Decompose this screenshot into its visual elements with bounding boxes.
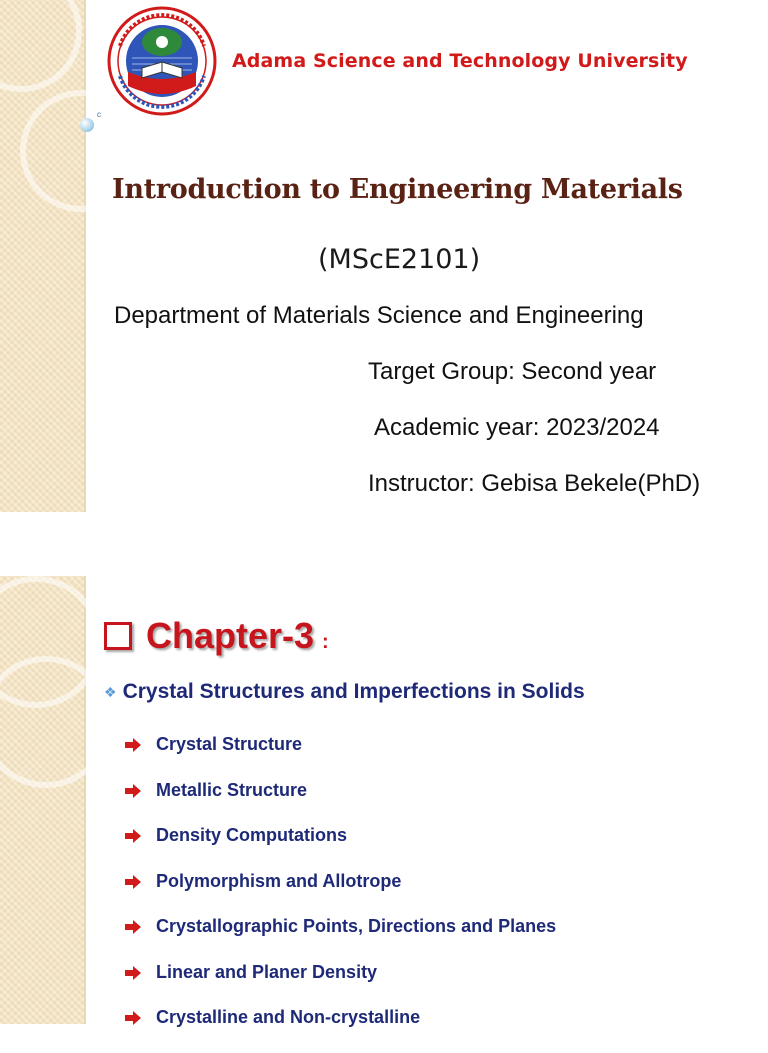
list-item (124, 962, 556, 1008)
list-item-label: Metallic Structure (156, 779, 308, 800)
list-item (124, 871, 556, 917)
diamond-bullet-icon: ❖ (104, 683, 117, 700)
chapter-label: Chapter-3 (146, 615, 315, 656)
slide-sidebar-decoration (0, 0, 86, 512)
list-item-label: Crystallographic Points, Directions and Planes (156, 916, 557, 936)
arrow-bullet-icon (124, 919, 142, 935)
list-item (124, 825, 556, 871)
university-seal-icon (102, 6, 222, 116)
list-item (124, 780, 556, 826)
swirl-decoration (0, 656, 112, 788)
list-item-label: Polymorphism and Allotrope (156, 870, 402, 891)
topic-list (124, 734, 556, 1053)
list-item-label: Crystalline and Non-crystalline (156, 1007, 421, 1027)
list-item (124, 916, 556, 962)
list-item (124, 1007, 556, 1053)
title-slide (0, 0, 768, 512)
arrow-bullet-icon (124, 965, 142, 981)
list-item (124, 734, 556, 780)
section-heading (104, 680, 585, 704)
slide-sidebar-decoration (0, 576, 86, 1024)
arrow-bullet-icon (124, 828, 142, 844)
bubble-letter: c (97, 110, 101, 119)
chapter-colon: : (322, 631, 329, 653)
arrow-bullet-icon (124, 737, 142, 753)
academic-year: Academic year: 2023/2024 (374, 414, 660, 441)
section-title: Crystal Structures and Imperfections in Solids (122, 680, 585, 703)
list-item-label: Density Computations (156, 825, 348, 845)
instructor: Instructor: Gebisa Bekele(PhD) (368, 470, 701, 497)
target-group: Target Group: Second year (368, 358, 657, 385)
course-code: (MScE2101) (318, 244, 481, 275)
checkbox-bullet-icon (104, 622, 132, 650)
department-name: Department of Materials Science and Engineering (114, 302, 644, 329)
arrow-bullet-icon (124, 783, 142, 799)
chapter-heading (104, 615, 329, 657)
course-title: Introduction to Engineering Materials (112, 174, 683, 205)
slide-gap (0, 512, 768, 576)
arrow-bullet-icon (124, 874, 142, 890)
list-item-label: Linear and Planer Density (156, 961, 378, 982)
bubble-decoration (80, 118, 94, 132)
list-item-label: Crystal Structure (156, 734, 303, 754)
university-name: Adama Science and Technology University (232, 50, 688, 72)
swirl-decoration (0, 0, 82, 92)
